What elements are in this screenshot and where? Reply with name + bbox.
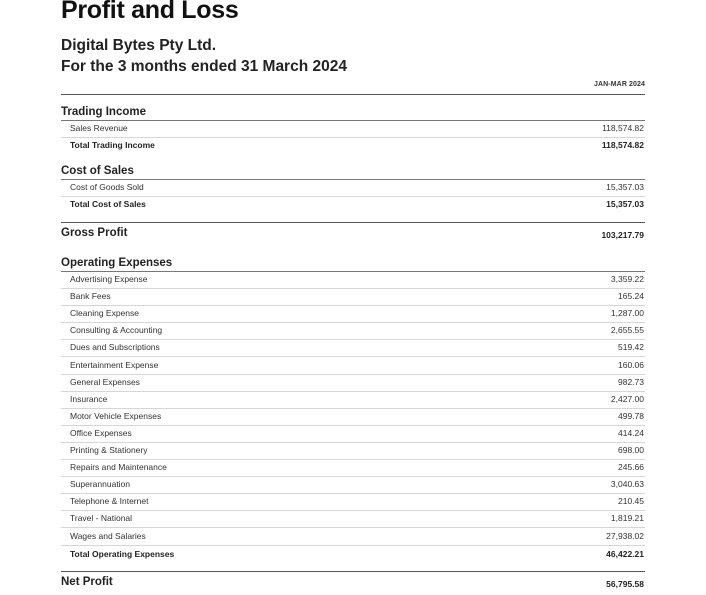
line-item-row xyxy=(61,510,645,528)
line-item-label: Wages and Salaries xyxy=(70,530,146,541)
line-item-row xyxy=(61,528,645,546)
line-item-value: 3,359.22 xyxy=(610,274,644,284)
line-item-row xyxy=(61,442,645,460)
line-item-value: 118,574.82 xyxy=(602,123,644,133)
line-item-row xyxy=(61,425,645,443)
line-item-value: 414.24 xyxy=(618,427,644,438)
line-item-row xyxy=(61,179,645,197)
line-item-label: Dues and Subscriptions xyxy=(70,342,160,353)
line-item-value: 3,040.63 xyxy=(610,479,644,490)
line-item-row xyxy=(61,305,645,323)
header-divider xyxy=(61,94,645,95)
line-item-row xyxy=(61,391,645,409)
line-item-value: 210.45 xyxy=(618,496,644,507)
line-item-value: 519.42 xyxy=(618,342,644,353)
line-item-value: 1,287.00 xyxy=(610,308,644,319)
gross-profit-label: Gross Profit xyxy=(61,227,128,239)
line-item-label: Entertainment Expense xyxy=(70,359,159,370)
company-name: Digital Bytes Pty Ltd. xyxy=(61,37,217,54)
report-period: For the 3 months ended 31 March 2024 xyxy=(61,58,347,75)
line-item-label: Printing & Stationery xyxy=(70,445,148,455)
line-item-value: 698.00 xyxy=(618,445,644,455)
net-profit-row xyxy=(61,576,645,594)
line-item-value: 2,655.55 xyxy=(610,325,644,336)
total-value: 46,422.21 xyxy=(606,549,644,559)
line-item-label: Superannuation xyxy=(70,479,131,490)
line-item-row xyxy=(61,476,645,494)
line-item-label: Travel - National xyxy=(70,513,133,524)
total-label: Total Cost of Sales xyxy=(70,199,146,209)
line-item-row xyxy=(61,322,645,340)
line-item-row xyxy=(61,374,645,392)
line-item-row xyxy=(61,288,645,306)
line-item-value: 165.24 xyxy=(618,291,644,302)
line-item-label: Advertising Expense xyxy=(70,274,148,284)
net-profit-value: 56,795.58 xyxy=(606,579,644,589)
line-item-value: 245.66 xyxy=(618,462,644,473)
line-item-row xyxy=(61,493,645,511)
gross-profit-row xyxy=(61,227,645,245)
total-row-operating-expenses xyxy=(61,546,645,563)
line-item-value: 160.06 xyxy=(618,359,644,370)
section-title-operating-expenses: Operating Expenses xyxy=(61,257,173,269)
line-item-row xyxy=(61,408,645,426)
net-profit-label: Net Profit xyxy=(61,576,113,588)
line-item-row xyxy=(61,339,645,357)
line-item-label: Cleaning Expense xyxy=(70,308,139,319)
line-item-label: Consulting & Accounting xyxy=(70,325,163,336)
total-label: Total Trading Income xyxy=(70,140,155,150)
line-item-row xyxy=(61,120,645,138)
total-value: 118,574.82 xyxy=(601,140,644,150)
total-label: Total Operating Expenses xyxy=(70,549,175,559)
line-item-label: Office Expenses xyxy=(70,427,132,438)
line-item-label: Motor Vehicle Expenses xyxy=(70,410,162,421)
report-title: Profit and Loss xyxy=(61,0,239,24)
gross-profit-value: 103,217.79 xyxy=(601,230,644,240)
line-item-label: General Expenses xyxy=(70,376,140,387)
line-item-value: 982.73 xyxy=(618,376,644,387)
line-item-row xyxy=(61,459,645,477)
column-header-period: JAN-MAR 2024 xyxy=(594,81,645,88)
line-item-label: Sales Revenue xyxy=(70,123,128,133)
line-item-value: 15,357.03 xyxy=(606,182,644,192)
line-item-value: 499.78 xyxy=(618,410,644,421)
total-value: 15,357.03 xyxy=(606,199,644,209)
line-item-value: 1,819.21 xyxy=(610,513,644,524)
section-title-trading-income: Trading Income xyxy=(61,106,146,118)
line-item-row xyxy=(61,271,645,289)
gross-profit-divider xyxy=(61,222,645,223)
line-item-label: Bank Fees xyxy=(70,291,111,302)
line-item-label: Telephone & Internet xyxy=(70,496,149,507)
section-title-cost-of-sales: Cost of Sales xyxy=(61,165,134,177)
total-row-cost-of-sales xyxy=(61,196,645,213)
line-item-value: 27,938.02 xyxy=(606,530,644,541)
line-item-label: Repairs and Maintenance xyxy=(70,462,167,473)
line-item-label: Cost of Goods Sold xyxy=(70,182,144,192)
line-item-label: Insurance xyxy=(70,393,108,404)
line-item-row xyxy=(61,357,645,375)
line-item-value: 2,427.00 xyxy=(610,393,644,404)
net-profit-divider xyxy=(61,571,645,572)
total-row-trading-income xyxy=(61,137,645,154)
